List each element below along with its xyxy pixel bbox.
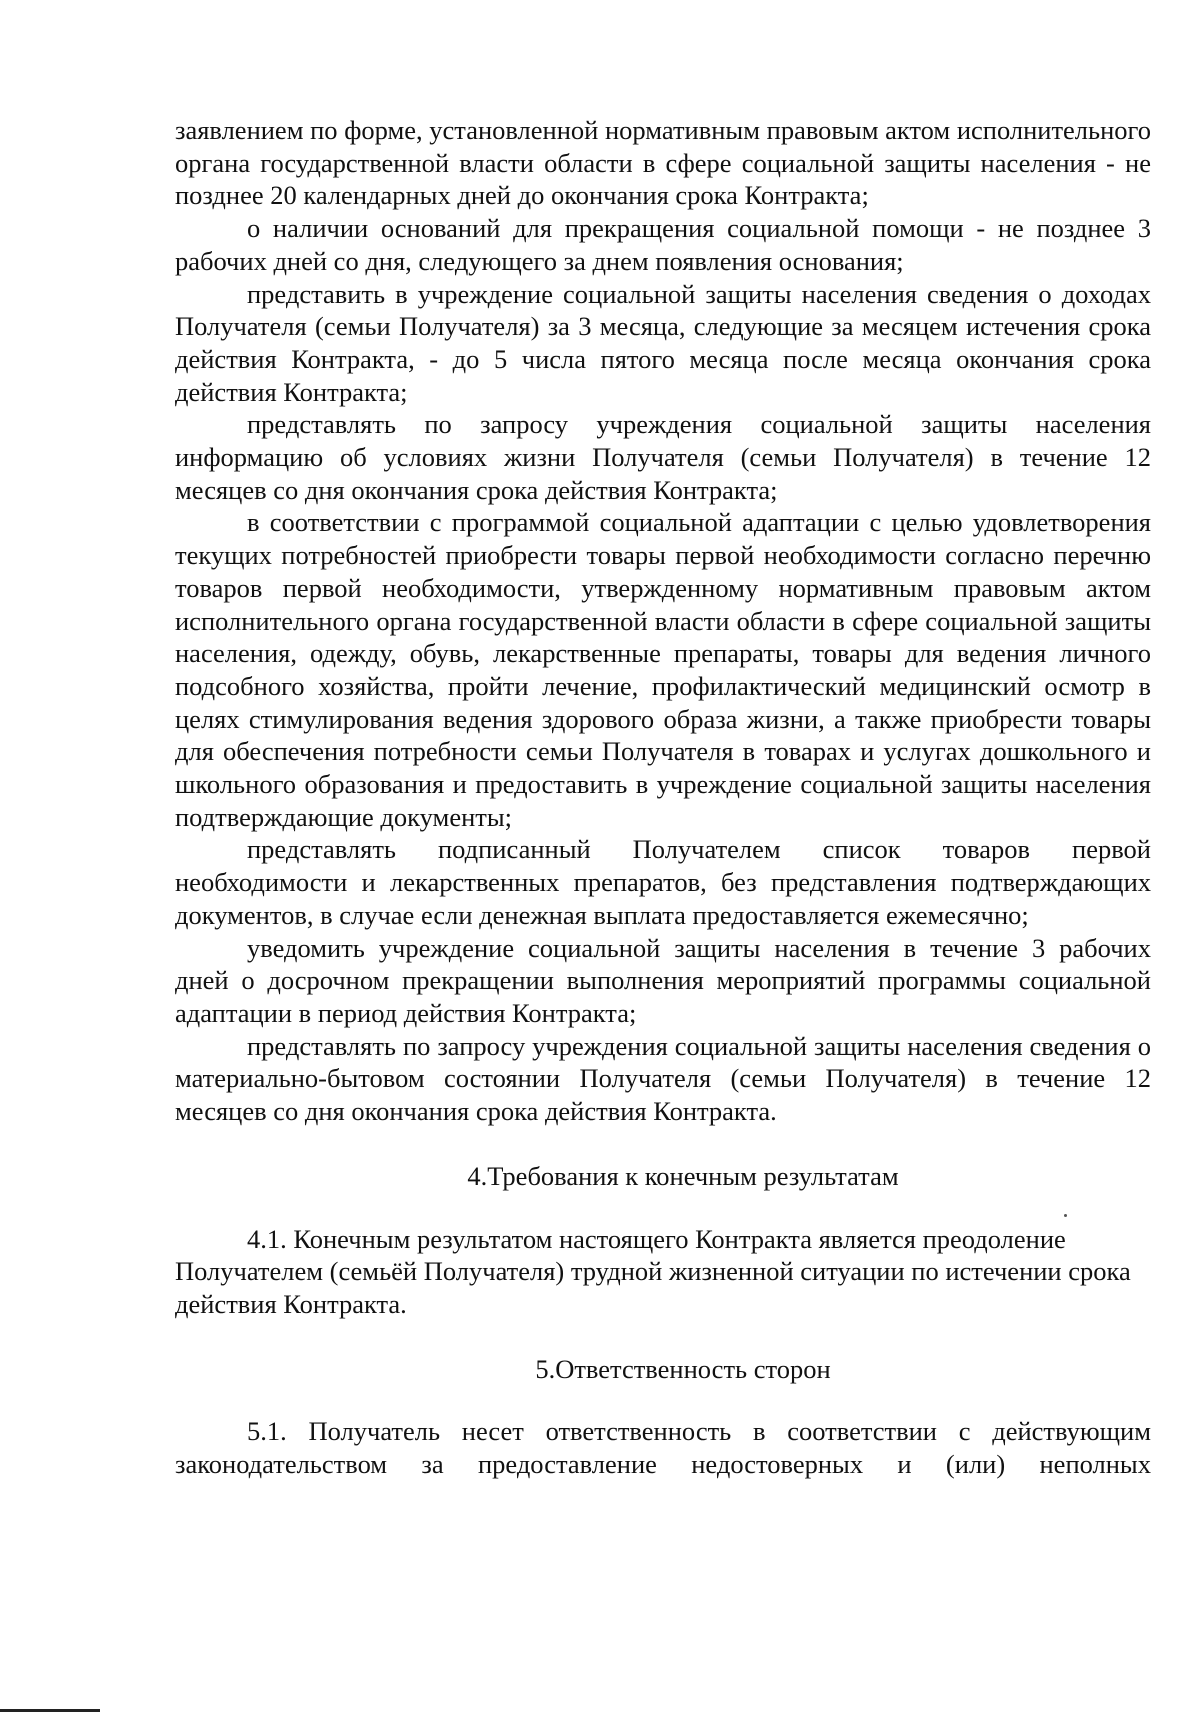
spacer xyxy=(175,1193,1151,1223)
paragraph-goods-list: представлять подписанный Получателем список товаров первой необходимости и лекарственных препаратов, без представления подтверждающих документов, в случае если денежная выплата предоставляется ежемесячно; xyxy=(175,834,1151,930)
section-5-heading: 5.Ответственность сторон xyxy=(535,1353,831,1384)
spacer xyxy=(175,1385,1151,1415)
paragraph-living-conditions: представлять по запросу учреждения социальной защиты населения информацию об условиях жизни Получателя (семьи Получателя) в течение 12 месяцев со дня окончания срока действия Контракта; xyxy=(175,409,1151,505)
spacer xyxy=(175,1128,1151,1160)
spacer xyxy=(175,1321,1151,1353)
scan-artifact-dot xyxy=(1064,1214,1067,1217)
paragraph-income-info: представить в учреждение социальной защиты населения сведения о доходах Получателя (семьи Получателя) за 3 месяца, следующие за месяцем истечения срока действия Контракта, - до 5 числа пятого месяца после месяца окончания срока действия Контракта; xyxy=(175,278,1151,407)
document-body xyxy=(175,114,1151,1481)
clause-5-1: 5.1. Получатель несет ответственность в соответствии с действующим законодательством за предоставление недостоверных и (или) неполных xyxy=(175,1416,1151,1480)
paragraph-early-termination: уведомить учреждение социальной защиты населения в течение 3 рабочих дней о досрочном прекращении выполнения мероприятий программы социальной адаптации в период действия Контракта; xyxy=(175,932,1151,1028)
paragraph-adaptation-program: в соответствии с программой социальной адаптации с целью удовлетворения текущих потребностей приобрести товары первой необходимости согласно перечню товаров первой необходимости, утвержденному нормативным правовым актом исполнительного органа государственной власти области в сфере социальной защиты населения, одежду, обувь, лекарственные препараты, товары для ведения личного подсобного хозяйства, пройти лечение, профилактический медицинский осмотр в целях стимулирования ведения здорового образа жизни, а также приобрести товары для обеспечения потребности семьи Получателя в товарах и услугах дошкольного и школьного образования и предоставить в учреждение социальной защиты населения подтверждающие документы; xyxy=(175,507,1151,832)
clause-4-1: 4.1. Конечным результатом настоящего Контракта является преодоление Получателем (семьёй Получателя) трудной жизненной ситуации по истечении срока действия Контракта. xyxy=(175,1223,1131,1319)
paragraph-material-conditions: представлять по запросу учреждения социальной защиты населения сведения о материально-бытовом состоянии Получателя (семьи Получателя) в течение 12 месяцев со дня окончания срока действия Контракта. xyxy=(175,1030,1151,1127)
section-4-heading: 4.Требования к конечным результатам xyxy=(467,1160,899,1191)
paragraph-termination-grounds: о наличии оснований для прекращения социальной помощи - не позднее 3 рабочих дней со дня, следующего за днем появления основания; xyxy=(175,213,1151,276)
paragraph-application-form: заявлением по форме, установленной нормативным правовым актом исполнительного органа государственной власти области в сфере социальной защиты населения - не позднее 20 календарных дней до окончания срока Контракта; xyxy=(175,115,1151,211)
scan-edge-mark xyxy=(0,1709,100,1712)
